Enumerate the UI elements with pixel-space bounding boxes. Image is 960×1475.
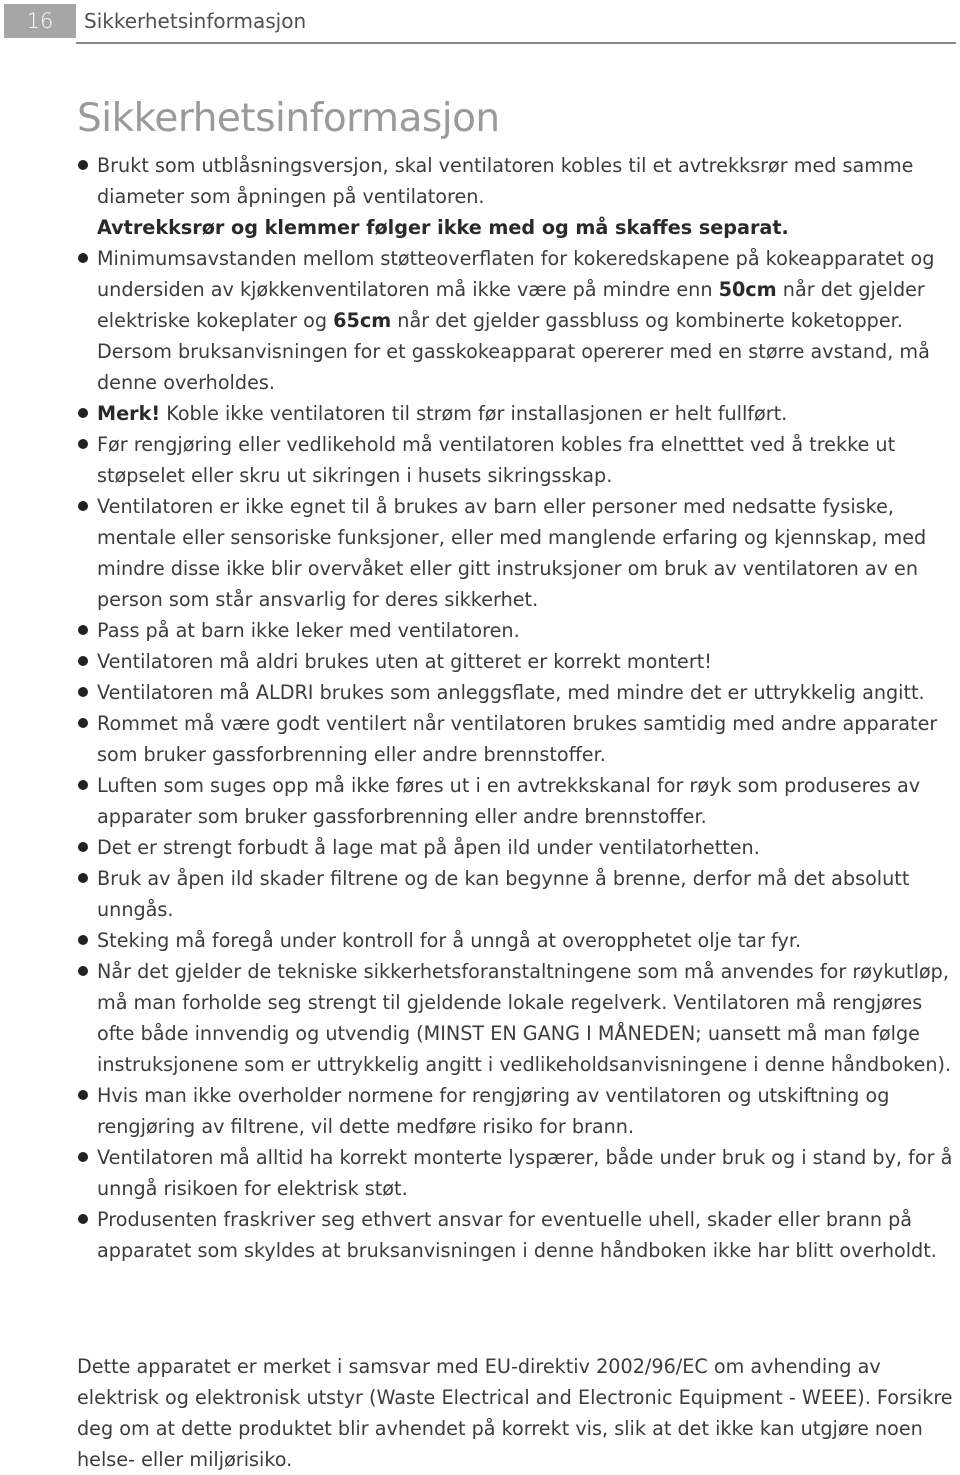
list-item [77, 243, 957, 398]
list-item [77, 398, 957, 429]
item-text: når det gjelder elektriske kokeplater og [97, 278, 925, 332]
page-title: Sikkerhetsinformasjon [77, 96, 500, 141]
item-text: Brukt som utblåsningsversjon, skal ventilatoren kobles til et avtrekksrør med samme diameter som åpningen på ventilatoren. [97, 154, 914, 208]
safety-list [77, 150, 957, 1266]
list-item: Produsenten fraskriver seg ethvert ansvar for eventuelle uhell, skader eller brann på apparatet som skyldes at bruksanvisningen i denne håndboken ikke har blitt overholdt. [77, 1204, 957, 1266]
distance-electric: 50cm [718, 278, 777, 301]
list-item: Pass på at barn ikke leker med ventilatoren. [77, 615, 957, 646]
list-item [77, 150, 957, 243]
item-bold-note: Avtrekksrør og klemmer følger ikke med og må skaffes separat. [97, 216, 789, 239]
page-header [0, 4, 960, 42]
list-item: Når det gjelder de tekniske sikkerhetsforanstaltningene som må anvendes for røykutløp, må man forholde seg strengt til gjeldende lokale regelverk. Ventilatoren må rengjøres ofte både innvendig og utvendig (MINST EN GANG I MÅNEDEN; uansett må man følge instruksjonene som er uttrykkelig angitt i vedlikeholdsanvisningene i denne håndboken). [77, 956, 957, 1080]
list-item: Ventilatoren må ALDRI brukes som anleggsflate, med mindre det er uttrykkelig angitt. [77, 677, 957, 708]
list-item: Ventilatoren må aldri brukes uten at gitteret er korrekt montert! [77, 646, 957, 677]
distance-gas: 65cm [333, 309, 392, 332]
item-text: Koble ikke ventilatoren til strøm før installasjonen er helt fullført. [160, 402, 788, 425]
list-item: Rommet må være godt ventilert når ventilatoren brukes samtidig med andre apparater som bruker gassforbrenning eller andre brennstoffer. [77, 708, 957, 770]
item-text: når det gjelder gassbluss og kombinerte koketopper. Dersom bruksanvisningen for et gasskokeapparat opererer med en større avstand, må denne overholdes. [97, 309, 930, 394]
list-item: Det er strengt forbudt å lage mat på åpen ild under ventilatorhetten. [77, 832, 957, 863]
weee-notice: Dette apparatet er merket i samsvar med EU-direktiv 2002/96/EC om avhending av elektrisk og elektronisk utstyr (Waste Electrical and Electronic Equipment - WEEE). Forsikre deg om at dette produktet blir avhendet på korrekt vis, slik at det ikke kan utgjøre noen helse- eller miljørisiko. [77, 1355, 953, 1472]
list-item: Før rengjøring eller vedlikehold må ventilatoren kobles fra elnetttet ved å trekke ut støpselet eller skru ut sikringen i husets sikringsskap. [77, 429, 957, 491]
list-item: Hvis man ikke overholder normene for rengjøring av ventilatoren og utskiftning og rengjøring av filtrene, vil dette medføre risiko for brann. [77, 1080, 957, 1142]
header-divider [76, 42, 956, 44]
list-item: Steking må foregå under kontroll for å unngå at overopphetet olje tar fyr. [77, 925, 957, 956]
note-label: Merk! [97, 402, 161, 425]
list-item: Ventilatoren må alltid ha korrekt monterte lyspærer, både under bruk og i stand by, for å unngå risikoen for elektrisk støt. [77, 1142, 957, 1204]
list-item: Ventilatoren er ikke egnet til å brukes av barn eller personer med nedsatte fysiske, mentale eller sensoriske funksjoner, eller med manglende erfaring og kjennskap, med mindre disse ikke blir overvåket eller gitt instruksjoner om bruk av ventilatoren av en person som står ansvarlig for deres sikkerhet. [77, 491, 957, 615]
list-item: Bruk av åpen ild skader filtrene og de kan begynne å brenne, derfor må det absolutt unngås. [77, 863, 957, 925]
list-item: Luften som suges opp må ikke føres ut i en avtrekkskanal for røyk som produseres av apparater som bruker gassforbrenning eller andre brennstoffer. [77, 770, 957, 832]
item-text: Minimumsavstanden mellom støtteoverflaten for kokeredskapene på kokeapparatet og undersiden av kjøkkenventilatoren må ikke være på mindre enn [97, 247, 935, 301]
page-number: 16 [4, 4, 76, 38]
header-section-title: Sikkerhetsinformasjon [84, 9, 307, 33]
